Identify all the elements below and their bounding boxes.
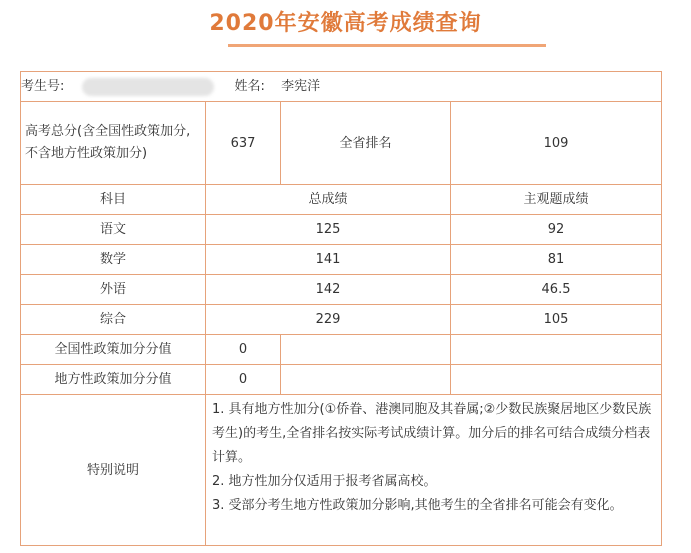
subject-header: 科目 <box>21 185 206 215</box>
note-line: 1. 具有地方性加分(①侨眷、港澳同胞及其眷属;②少数民族聚居地区少数民族考生)的考生,全省排名按实际考试成绩计算。加分后的排名可结合成绩分档表计算。 <box>212 402 652 465</box>
name-value: 李宪洋 <box>281 79 321 94</box>
name-label: 姓名: <box>234 79 265 94</box>
subject-name: 外语 <box>21 275 206 305</box>
candidate-info-row <box>21 72 662 102</box>
bonus-value: 0 <box>206 365 281 395</box>
exam-id-label: 考生号: <box>21 79 65 94</box>
note-line: 2. 地方性加分仅适用于报考省属高校。 <box>212 474 437 489</box>
page-title: 2020年安徽高考成绩查询 <box>209 11 482 36</box>
empty-cell <box>281 335 451 365</box>
exam-id-redacted <box>82 78 214 96</box>
bonus-value: 0 <box>206 335 281 365</box>
subject-subjective: 92 <box>451 215 662 245</box>
notes-row <box>21 395 662 546</box>
bonus-row <box>21 365 662 395</box>
total-label: 高考总分(含全国性政策加分,不含地方性政策加分) <box>25 124 191 161</box>
note-line: 3. 受部分考生地方性政策加分影响,其他考生的全省排名可能会有变化。 <box>212 498 623 513</box>
subject-total: 125 <box>206 215 451 245</box>
notes-content <box>206 395 662 546</box>
bonus-label: 地方性政策加分分值 <box>21 365 206 395</box>
subject-total: 141 <box>206 245 451 275</box>
table-row <box>21 245 662 275</box>
total-row <box>21 102 662 185</box>
table-row <box>21 275 662 305</box>
subject-subjective: 81 <box>451 245 662 275</box>
rank-value: 109 <box>451 102 662 185</box>
subject-total: 229 <box>206 305 451 335</box>
subject-name: 语文 <box>21 215 206 245</box>
subject-total: 142 <box>206 275 451 305</box>
total-score: 637 <box>206 102 281 185</box>
score-table <box>20 71 662 546</box>
title-underline <box>228 44 546 47</box>
subjective-header: 主观题成绩 <box>451 185 662 215</box>
bonus-label: 全国性政策加分分值 <box>21 335 206 365</box>
empty-cell <box>281 365 451 395</box>
column-header-row <box>21 185 662 215</box>
subject-name: 综合 <box>21 305 206 335</box>
rank-label: 全省排名 <box>281 102 451 185</box>
subject-name: 数学 <box>21 245 206 275</box>
total-label-cell <box>21 102 206 185</box>
empty-cell <box>451 365 662 395</box>
subject-subjective: 46.5 <box>451 275 662 305</box>
empty-cell <box>451 335 662 365</box>
candidate-info-cell <box>21 72 662 102</box>
table-row <box>21 305 662 335</box>
subject-subjective: 105 <box>451 305 662 335</box>
total-score-header: 总成绩 <box>206 185 451 215</box>
table-row <box>21 215 662 245</box>
bonus-row <box>21 335 662 365</box>
notes-label: 特别说明 <box>21 395 206 546</box>
